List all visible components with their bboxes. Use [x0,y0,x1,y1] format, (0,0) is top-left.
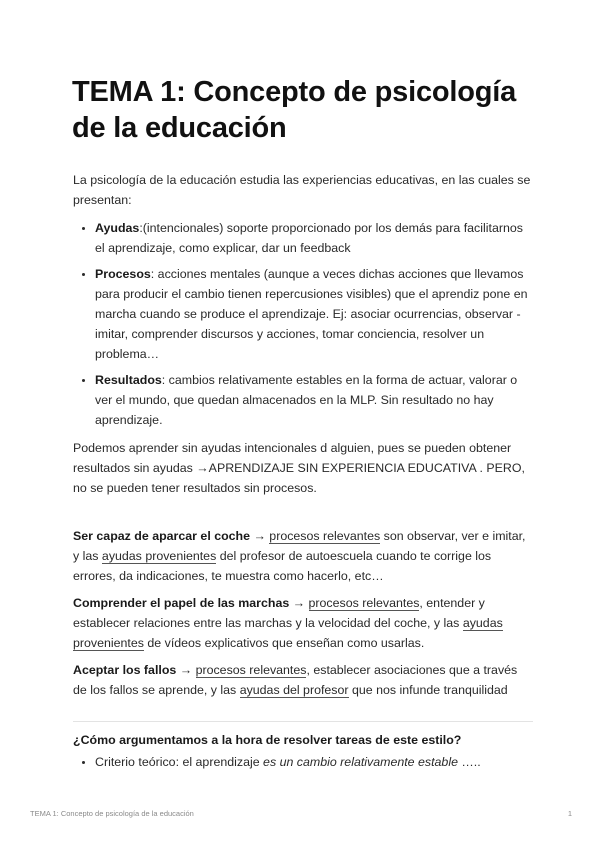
underlined-procesos: procesos relevantes [195,663,307,677]
example-lead: Comprender el papel de las marchas [73,596,290,610]
example-marchas [73,593,533,653]
underlined-ayudas: ayudas del profesor [239,683,349,697]
example-fallos [73,660,533,700]
example-aparcar [73,526,533,586]
definition-ayudas: :(intencionales) soporte proporcionado por los demás para facilitarnos el aprendizaje, como explicar, dar un feedback [95,221,523,255]
list-item-procesos [95,264,533,364]
arrow: → [176,663,196,677]
examples-section [73,526,533,700]
document-body [73,170,533,778]
underlined-ayudas: ayudas provenientes [101,549,217,563]
criterion-list [73,752,533,772]
criterion-italic: es un cambio relativamente estable [263,755,458,769]
page-number: 1 [567,809,572,818]
underlined-procesos: procesos relevantes [308,596,420,610]
definition-resultados: : cambios relativamente estables en la forma de actuar, valorar o ver el mundo, que quedan almacenados en la MLP. Sin resultado no hay aprendizaje. [95,373,518,427]
example-text: que nos infunde tranquilidad [348,683,508,697]
footer-title: TEMA 1: Concepto de psicología de la educación [30,809,194,818]
intro-paragraph: La psicología de la educación estudia las experiencias educativas, en las cuales se presentan: [73,173,531,207]
example-lead: Aceptar los fallos [73,663,177,677]
question-heading: ¿Cómo argumentamos a la hora de resolver tareas de este estilo? [73,733,462,747]
example-lead: Ser capaz de aparcar el coche [73,529,251,543]
example-text: , entender y establecer relaciones entre las marchas y la velocidad del coche, y las [73,596,485,630]
criterion-suffix: ….. [457,755,481,769]
example-text: son observar, ver e imitar, y las [73,529,526,563]
list-item-ayudas [95,218,533,258]
term-procesos: Procesos [95,267,151,281]
example-text: , establecer asociaciones que a través de los fallos se aprende, y las [73,663,518,697]
term-resultados: Resultados [95,373,162,387]
arrow: → [289,596,309,610]
underlined-ayudas: ayudas provenientes [73,616,503,650]
list-item-resultados [95,370,533,430]
arrow: → [250,529,270,543]
example-text: de vídeos explicativos que enseñan como usarlas. [143,636,425,650]
summary-paragraph: Podemos aprender sin ayudas intencionales d alguien, pues se pueden obtener resultados sin ayudas →APRENDIZAJE SIN EXPERIENCIA EDUCATIVA . PERO, no se pueden tener resultados sin procesos. [73,441,525,495]
criterion-prefix: Criterio teórico: el aprendizaje [95,755,264,769]
underlined-procesos: procesos relevantes [269,529,381,543]
example-text: del profesor de autoescuela cuando te corrige los errores, da indicaciones, te muestra como hacerlo, etc… [73,549,492,583]
concept-list [73,218,533,430]
definition-procesos: : acciones mentales (aunque a veces dichas acciones que llevamos para producir el cambio tienen repercusiones visibles) que el aprendiz pone en marcha cuando se produce el aprendizaje. Ej: asociar ocurrencias, observar - imitar, comprender discursos y acciones, tomar conciencia, resolver un problema… [95,267,528,361]
term-ayudas: Ayudas [95,221,140,235]
list-item-criterion [95,752,533,772]
divider [73,721,533,722]
page-title: TEMA 1: Concepto de psicología de la educación [72,76,517,144]
